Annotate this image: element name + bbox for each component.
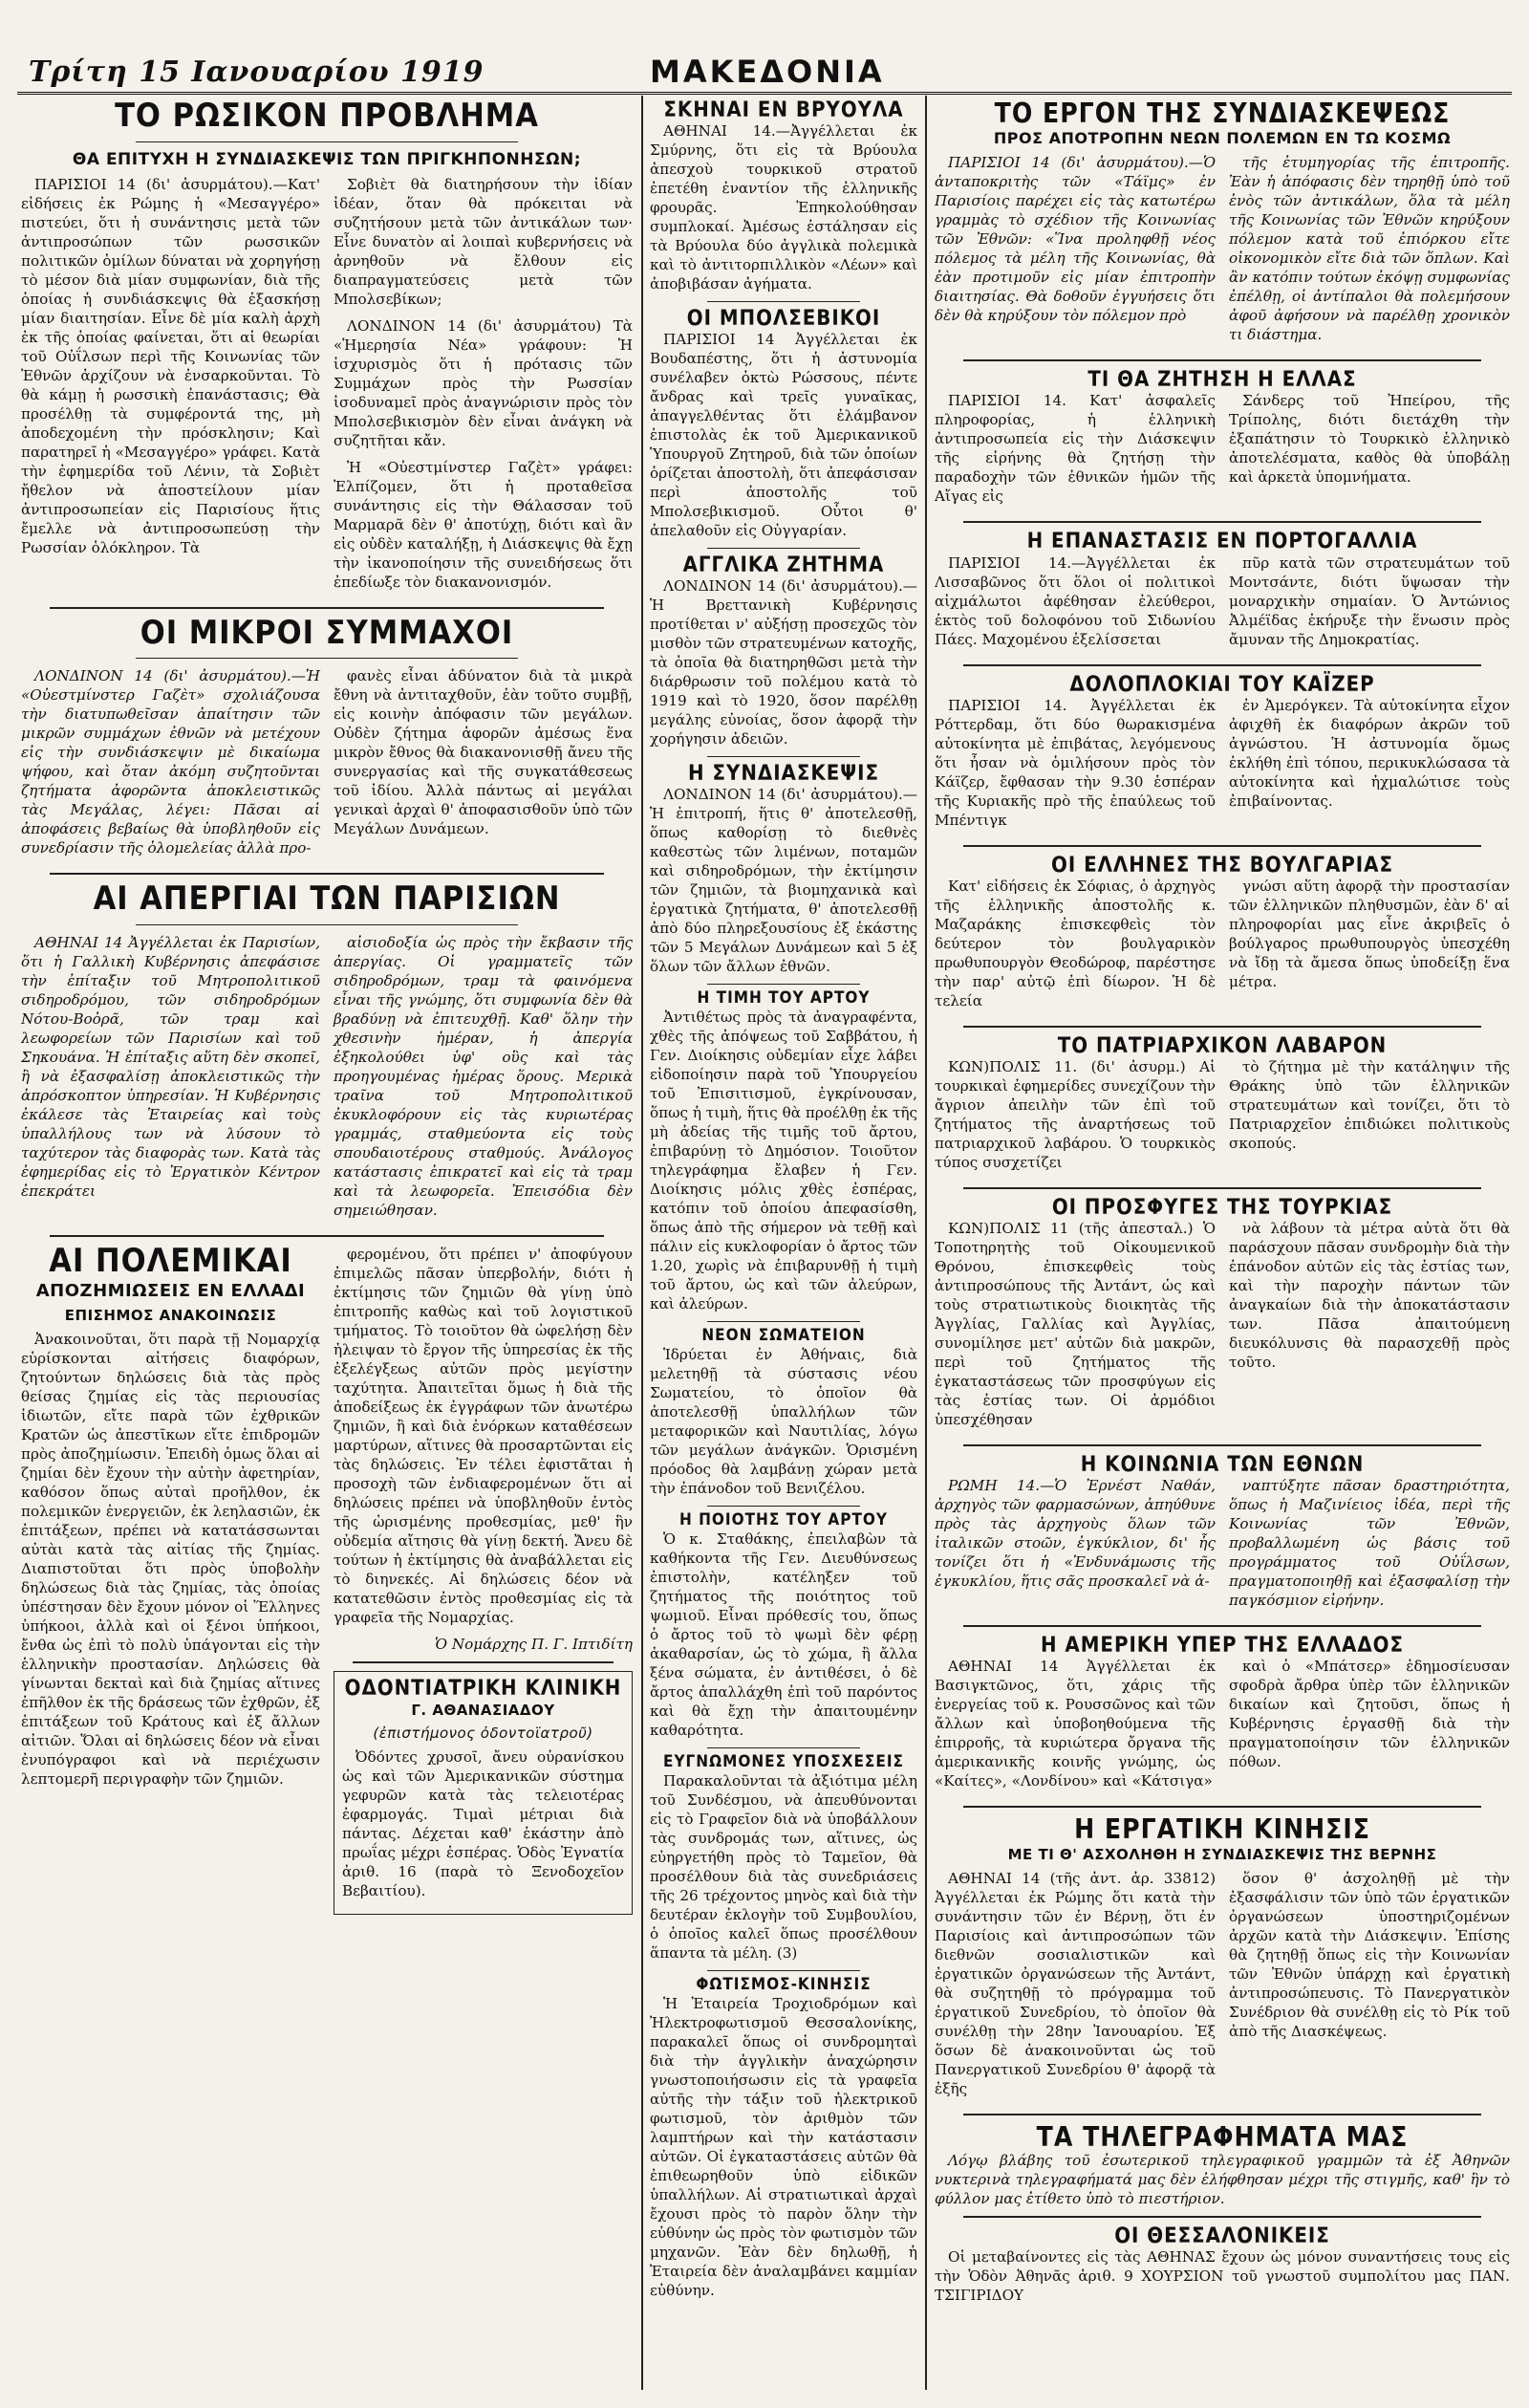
article-aggliki: [650, 554, 917, 748]
article-text: ΛΟΝΔΙΝΟΝ 14 (δι' ἀσυρμάτου).—Ἡ «Οὐεστμίνστερ Γαζὲτ» σχολιάζουσα τὴν διατυπωθεῖσαν ἀπαίτησιν τῶν μικρῶν συμμάχων ἐθνῶν νὰ μετέχουν εἰς τὴν συνδιάσκεψιν μὲ δικαίωμα ψήφου, καὶ ὄταν ἀκόμη συζητοῦνται ζητήματα ἀφορῶντα ἀποκλειστικῶς τὰς Μεγάλας, λέγει: Πᾶσαι αἱ ἀποφάσεις βεβαίως θὰ ὑποβληθοῦν εἰς συνεδρίασιν τῆς ὁλομελείας ἀλλὰ προ-: [21, 667, 320, 857]
article-syndiaskepsis: [650, 763, 917, 976]
subheadline: Γ. ΑΘΑΝΑΣΙΑΔΟΥ: [411, 1702, 555, 1720]
article-timi: [650, 990, 917, 1313]
article-text: Ἱδρύεται ἐν Ἀθήναις, διὰ μελετηθῇ τὰ σύστασις νέου Σωματείου, τὸ ὁποῖον θὰ ἀποτελεσθῇ ὑπαλλήλων τῶν μεταφορικῶν καὶ Ναυτιλίας, λόγω τῶν μεγάλων ἀνάγκῶν. Ὁρισμένη πρόοδος θὰ λαμβάνῃ χώραν μετὰ τὴν ἐπάνοδον τοῦ Βενιζέλου.: [650, 1346, 917, 1498]
article-neon: [650, 1328, 917, 1498]
headline: ΤΙ ΘΑ ΖΗΤΗΣΗ Η ΕΛΛΑΣ: [1088, 368, 1357, 393]
headline: Η ΣΥΝΔΙΑΣΚΕΨΙΣ: [688, 762, 879, 787]
article-text: ΚΩΝ)ΠΟΛΙΣ 11 (τῆς ἀπεσταλ.) Ὁ Τοποτηρητὴς τοῦ Οἰκουμενικοῦ Θρόνου, ἐπισκεφθεὶς τοὺς ἀντιπροσώπους τῆς Ἀντάντ, ὡς καὶ τοὺς στρατιωτικοὺς διοικητὰς τῆς Ἀγγλίας, Γαλλίας καὶ Ἀγγλίας, συνομίλησε μετ' αὐτῶν διὰ μακρῶν, περὶ τοῦ ζητήματος τῆς ἐγκαταστάσεως τῶν προσφύγων εἰς τὰς ἑστίας των. Οἱ ἀρμόδιοι ὑπεσχέθησαν: [935, 1219, 1216, 1428]
article-text: ΚΩΝ)ΠΟΛΙΣ 11. (δι' ἀσυρμ.) Αἱ τουρκικαὶ ἐφημερίδες συνεχίζουν τὴν ἄγριον ἀπειλὴν τῶν ἐπὶ τοῦ ζητήματος τῆς ἀναρτήσεως τοῦ πατριαρχικοῦ λαβάρου. Ὁ τουρκικὸς τύπος συσχετίζει: [935, 1057, 1216, 1171]
kicker: (ἐπιστήμονος ὀδοντοϊατροῦ): [373, 1725, 593, 1743]
headline: ΟΙ ΜΙΚΡΟΙ ΣΥΜΜΑΧΟΙ: [140, 613, 514, 652]
article-text: ΑΘΗΝΑΙ 14 Ἀγγέλλεται ἐκ Παρισίων, ὅτι ἡ Γαλλικὴ Κυβέρνησις ἀπεφάσισε τὴν ἐπίταξιν τοῦ Μητροπολιτικοῦ σιδηροδρόμου, τῶν σιδηροδρόμων Νότου-Βοὀρᾶ, τῶν τραμ καὶ λεωφορείων τῶν Παρισίων καὶ τοῦ Σηκουάνα. Ἡ ἐπίταξις αὕτη δὲν σκοπεῖ, ἢ νὰ ἐξασφαλίσῃ ἀποκλειστικῶς τὴν ἀπρόσκοπτον ὑπηρεσίαν. Ἡ Κυβέρνησις ἐκάλεσε τὰς Ἑταιρείας καὶ τοὺς ὑπαλλήλους των νὰ λύσουν τὸ ταχύτερον τὰς διαφορὰς των. Κατὰ τὰς ἐφημερίδας εἰς τὸ Ἐργατικὸν Κέντρον ἐπεκράτει: [21, 934, 320, 1201]
headline: ΑΙ ΑΠΕΡΓΙΑΙ ΤΩΝ ΠΑΡΙΣΙΩΝ: [93, 879, 561, 919]
column-rule: [925, 96, 927, 2390]
article-elladi: [935, 369, 1510, 513]
article-text: ΠΑΡΙΣΙΟΙ 14. Ἀγγέλλεται ἐκ Ρόττερδαμ, ὅτι δύο θωρακισμένα αὐτοκίνητα μὲ ἐπιβάτας, λεγόμενους ὅτι ἦσαν νὰ ὁμιλήσουν πρὸς τὸν Κάϊζερ, ἔφθασαν τὴν 9.30 ἑσπέραν τῆς Κυριακῆς πρὸ τῆς ἐπαύλεως τοῦ Μπέντιγκ: [935, 696, 1216, 829]
headline: Η ΕΡΓΑΤΙΚΗ ΚΙΝΗΣΙΣ: [1074, 1813, 1370, 1846]
article-text: Λόγῳ βλάβης τοῦ ἐσωτερικοῦ τηλεγραφικοῦ γραμμῶν τὰ ἐξ Ἀθηνῶν νυκτερινὰ τηλεγραφήματά μας δὲν ἐλήφθησαν μέχρι τῆς στιγμῆς, καθ' ἣν τὸ φύλλον μας ἐτίθετο ὑπὸ τὸ πιεστήριον.: [935, 2151, 1510, 2207]
headline: ΑΓΓΛΙΚΑ ΖΗΤΗΜΑ: [682, 553, 885, 578]
headline: Η ΑΜΕΡΙΚΗ ΥΠΕΡ ΤΗΣ ΕΛΛΑΔΟΣ: [1040, 1634, 1405, 1659]
headline: ΦΩΤΙΣΜΟΣ-ΚΙΝΗΣΙΣ: [696, 1974, 872, 1994]
article-doloploka: [935, 674, 1510, 837]
article-prosfyges: [935, 1197, 1510, 1437]
article-text: ΛΟΝΔΙΝΟΝ 14 (δι' ἀσυρμάτου).—Ἡ Βρεττανικὴ Κυβέρνησις προτίθεται ν' αὐξήσῃ προσεχῶς τὸν μισθὸν τῶν στρατευμένων κατοχῆς, τὰ ὁποῖα θὰ διατηρηθῶσι μετὰ τὴν διάρθρωσιν τοῦ πολέμου κατὰ τὸ 1919 καὶ τὸ 1920, ὅσον παρέλθῃ μεγάλης εὐνοίας, ὅσον ἀφορᾷ τὴν χορήγησιν ἀδειῶν.: [650, 577, 917, 748]
article-text: Οἱ μεταβαίνοντες εἰς τὰς ΑΘΗΝΑΣ ἔχουν ὡς μόνον συναντήσεις τους εἰς τὴν Ὁδὸν Ἀθηνᾶς ἀριθ. 9 ΧΟΥΡΣΙΟΝ τοῦ γνωστοῦ συμπολίτου μας ΠΑΝ. ΤΣΙΓΙΡΙΔΟΥ: [935, 2248, 1510, 2305]
article-text: καὶ ὁ «Μπάτσερ» ἐδημοσίευσαν σφοδρὰ ἄρθρα ὑπὲρ τῶν ἑλληνικῶν δικαίων καὶ ζητοῦσι, ὅπως ἡ Κυβέρνησις ἐργασθῇ διὰ τὴν πραγματοποίησιν τῶν ἑλληνικῶν πόθων.: [1229, 1658, 1510, 1771]
article-text: Παρακαλοῦνται τὰ ἀξιότιμα μέλη τοῦ Συνδέσμου, νὰ ἀπευθύνονται εἰς τὸ Γραφεῖον διὰ νὰ ὑποβάλλουν τὰς συνδρομάς των, αἵτινες, ὡς εὐηργετήθη πρὸς τὸ Ταμεῖον, θὰ προσέλθουν διὰ τὰς συνεδριάσεις τῆς 26 τρέχοντος μηνὸς καὶ διὰ τὴν δευτέραν ἐκλογὴν τοῦ Συμβουλίου, ὁ ὁποῖος καλεῖ ὅπως προσέλθουν ἅπαντα τὰ μέλη. (3): [650, 1771, 917, 1962]
headline: ΟΙ ΠΡΟΣΦΥΓΕΣ ΤΗΣ ΤΟΥΡΚΙΑΣ: [1051, 1195, 1393, 1220]
subheadline: ΘΑ ΕΠΙΤΥΧΗ Η ΣΥΝΔΙΑΣΚΕΨΙΣ ΤΩΝ ΠΡΙΓΚΗΠΟΝΗΣΩΝ;: [72, 149, 582, 169]
subheadline: ΠΡΟΣ ΑΠΟΤΡΟΠΗΝ ΝΕΩΝ ΠΟΛΕΜΩΝ ΕΝ ΤΩ ΚΟΣΜΩ: [993, 129, 1452, 148]
article-text: Ὁ κ. Σταθάκης, ἐπειλαβὼν τὰ καθήκοντα τῆς Γεν. Διευθύνσεως ἐπιστολὴν, κατέληξεν τοῦ ζητήματος τῆς ποιότητος τοῦ ψωμιοῦ. Εἶναι πρόθεσίς του, ὅπως ὁ ἄρτος τοῦ τὸ ψωμὶ δὲν φέρῃ ἀκαθαρσίαν, ὡς τὸ χώμα, ἢ ἄλλα ξένα σώματα, ἐν ἀντιθέσει, ὁ δὲ ἄρτος ἀπαλλάχθη ἐπὶ τοῦ παρόντος καὶ θὰ ἔχῃ τὴν ἀπαιτουμένην καθαρότητα.: [650, 1529, 917, 1739]
article-text: γνώσι αὕτη ἀφορᾷ τὴν προστασίαν τῶν ἑλληνικῶν πληθυσμῶν, ἐὰν δ' αἱ πληροφορίαι μας εἶνε ἀκριβεῖς ὁ βούλγαρος πρωθυπουργὸς ὑπεσχέθη νὰ ἴδῃ τὰ ἄμεσα ὅπως ὑποδείξῃ ἕνα μέτρα.: [1229, 877, 1510, 990]
subheadline: ΑΠΟΖΗΜΙΩΣΕΙΣ ΕΝ ΕΛΛΑΔΙ: [35, 1280, 306, 1301]
newspaper-title: ΜΑΚΕΔΟΝΙΑ: [650, 54, 885, 90]
headline: ΟΙ ΘΕΣΣΑΛΟΝΙΚΕΙΣ: [1114, 2224, 1330, 2248]
issue-date: Τρίτη 15 Ιανουαρίου 1919: [29, 55, 485, 89]
headline: ΤΟ ΕΡΓΟΝ ΤΗΣ ΣΥΝΔΙΑΣΚΕΨΕΩΣ: [994, 99, 1451, 129]
headline: ΟΙ ΕΛΛΗΝΕΣ ΤΗΣ ΒΟΥΛΓΑΡΙΑΣ: [1051, 853, 1393, 878]
article-text: ΑΘΗΝΑΙ 14.—Ἀγγέλλεται ἐκ Σμύρνης, ὅτι εἰς τὰ Βρύουλα ἀπεσχοὺ τουρκικοῦ στρατοῦ ἐπετέθη ἐναντίον τῆς ἑλληνικῆς φρουρᾶς. Ἐπηκολούθησαν συμπλοκαί. Ἀμέσως ἐστάλησαν εἰς τὰ Βρύουλα δύο ἀγγλικὰ πολεμικὰ καὶ τὸ ἀντιτορπιλλικὸν «Λέων» καὶ ἀποβιβάσαν ἀγήματα.: [650, 122, 917, 293]
headline: ΣΚΗΝΑΙ ΕΝ ΒΡΥΟΥΛΑ: [663, 99, 904, 122]
headline: ΝΕΟΝ ΣΩΜΑΤΕΙΟΝ: [701, 1326, 866, 1346]
kicker: ΕΠΙΣΗΜΟΣ ΑΝΑΚΟΙΝΩΣΙΣ: [64, 1306, 277, 1324]
article-ergatiki: [935, 1815, 1510, 2105]
article-text: ΠΑΡΙΣΙΟΙ 14 (δι' ἀσυρμάτου).—Ὁ ἀνταποκριτὴς τῶν «Τάϊμς» ἐν Παρισίοις παρέχει εἰς τὰς κατωτέρω γραμμὰς τὸ σχέδιον τῆς Κοινωνίας τῶν Ἐθνῶν: «Ἵνα προληφθῇ νέος πόλεμος τὰ μέλη τῆς Κοινωνίας, θὰ ἐὰν προτιμοῦν εἰς μίαν ἐπιτροπὴν διαιτησίας. Θὰ δοθοῦν ἐγγυήσεις ὅτι δὲν θὰ κηρύξουν τὸν πόλεμον πρὸ: [935, 154, 1216, 325]
article-text: Ἡ Ἑταιρεία Τροχιοδρόμων καὶ Ἠλεκτροφωτισμοῦ Θεσσαλονίκης, παρακαλεῖ ὅπως οἱ συνδρομηταὶ διὰ τὴν ἀγγλικὴν ἀναχώρησιν γνωστοποιήσωσιν εἰς τὰ γραφεῖα αὐτῆς τὴν τάξιν τοῦ ἠλεκτρικοῦ φωτισμοῦ, τὸν ἀριθμὸν τῶν λαμπτήρων καὶ τὴν κατάστασιν αὐτῶν. Οἱ ἐγκαταστάσεις αὐτῶν θὰ ἐπιθεωρηθοῦν ὑπὸ εἰδικῶν ὑπαλλήλων. Αἱ στρατιωτικαὶ ἀρχαὶ ἔχουσι πρὸς τὸ παρὸν ὅλην τὴν εὐθύνην ὡς πρὸς τὸν φωτισμὸν τῶν μηχανῶν. Ἐὰν δὲν δηλωθῇ, ἡ Ἑταιρεία δὲν ἀναλαμβάνει καμμίαν εὐθύνην.: [650, 1994, 917, 2299]
article-text: ΛΟΝΔΙΝΟΝ 14 (δι' ἀσυρμάτου).—Ἡ ἐπιτροπή, ἥτις θ' ἀποτελεσθῇ, ὅπως καθορίσῃ τὸ διεθνὲς καθεστὼς τῶν λιμένων, ποταμῶν καὶ σιδηροδρόμων, τὴν ἐκτίμησιν τῶν ζημιῶν, τὰ βιομηχανικὰ καὶ ἐργατικὰ ζητήματα, θ' ἀποτελεσθῇ ἀπὸ δύο πληρεξουσίους ἐξ ἑκάστης τῶν 5 Μεγάλων Δυνάμεων καὶ 5 ἐξ ὅλων τῶν ἄλλων ἐθνῶν.: [650, 786, 917, 976]
headline: ΔΟΛΟΠΛΟΚΙΑΙ ΤΟΥ ΚΑΪΖΕΡ: [1069, 672, 1375, 697]
article-ameriki: [935, 1635, 1510, 1798]
article-text: πῦρ κατὰ τῶν στρατευμάτων τοῦ Μοντσάντε, διότι ὕψωσαν τὴν μοναρχικὴν σημαίαν. Ὁ Ἀντώνιος Ἀλμέϊδας ἐκήρυξε τὴν ἕνωσιν πρὸς ἄμυναν τῆς Δημοκρατίας.: [1229, 553, 1510, 648]
article-portogallia: [935, 531, 1510, 656]
headline: ΤΑ ΤΗΛΕΓΡΑΦΗΜΑΤΑ ΜΑΣ: [1036, 2120, 1409, 2153]
article-text: Ἀντιθέτως πρὸς τὰ ἀναγραφέντα, χθὲς τῆς ἀπόψεως τοῦ Σαββάτου, ἡ Γεν. Διοίκησις οὐδεμίαν εἶχε λάβει εἰδοποίησιν παρὰ τοῦ Ὑπουργείου τοῦ Ἐπισιτισμοῦ, ἐγκρίνουσαν, ὅπως ἡ τιμὴ, ἥτις θὰ προέλθῃ ἐκ τῆς μὴ ἀδείας τῆς τιμῆς τοῦ ἄρτου, ἐπιβαρύνῃ τὸ Δημόσιον. Τοιοῦτον τηλεγράφημα ἔλαβεν ἡ Γεν. Διοίκησις μόλις χθὲς ἐσπέρας, κατόπιν τοῦ ὁποίου ἀπεφασίσθη, ὅπως ἀπὸ τῆς σήμερον νὰ τεθῇ καὶ πάλιν εἰς κυκλοφορίαν ὁ ἄρτος τῶν 1.20, χωρὶς νὰ ἐπιβαρυνθῇ ἡ τιμὴ τοῦ ἄρτου, ὡς καὶ τῶν ἀλεύρων, καὶ ἀλεύρων.: [650, 1009, 917, 1313]
article-text: ΠΑΡΙΣΙΟΙ 14. Κατ' ἀσφαλεῖς πληροφορίας, ἡ ἑλληνικὴ ἀντιπροσωπεία εἰς τὴν Διάσκεψιν τῆς εἰρήνης θὰ ζητήσῃ τὴν παραδοχὴν τῶν ἐθνικῶν ἡμῶν τῆς Αἴγας εἰς: [935, 392, 1216, 506]
signoff: Ὁ Νομάρχης Π. Γ. Ιπτιδίτη: [434, 1636, 633, 1654]
article-koinonia: [935, 1454, 1510, 1617]
article-rosikon: [21, 99, 633, 599]
headline: ΤΟ ΠΑΤΡΙΑΡΧΙΚΟΝ ΛΑΒΑΡΟΝ: [1057, 1033, 1388, 1058]
article-ergon: [935, 99, 1510, 352]
article-text: ΑΘΗΝΑΙ 14 (τῆς ἀντ. ἀρ. 33812) Ἀγγέλλεται ἐκ Ρώμης ὅτι κατὰ τὴν συνάντησιν τῶν ἐν Βέρνῃ, ὅτι ἐν Παρισίοις καὶ ἀντιπροσώπων τῶν διεθνῶν σοσιαλιστικῶν καὶ ἐργατικῶν ὀργανώσεων τῆς Ἀντάντ, θὰ συζητηθῇ τὸ πρόγραμμα τοῦ ἐργατικοῦ Συνεδρίου, τὸ ὁποῖον θὰ συνέλθῃ τὴν 28ην Ἰανουαρίου. Ἐξ ὅσων δὲ ἀνακοινοῦνται ὡς τοῦ Πανεργατικοῦ Συνεδρίου θ' ἀφορᾷ τὰ ἑξῆς: [935, 1869, 1216, 2097]
article-fotismos: [650, 1974, 917, 2300]
article-mpolsevikoi: [650, 308, 917, 540]
article-polemikai: [21, 1242, 633, 1915]
headline: Η ΕΠΑΝΑΣΤΑΣΙΣ ΕΝ ΠΟΡΤΟΓΑΛΛΙΑ: [1026, 530, 1418, 554]
headline: Η ΚΟΙΝΩΝΙΑ ΤΩΝ ΕΘΝΩΝ: [1080, 1452, 1365, 1477]
article-text: ΛΟΝΔΙΝΟΝ 14 (δι' ἀσυρμάτου) Τὰ «Ἡμερησία Νέα» γράφουν: Ἡ ἰσχυρισμὸς ὅτι ἡ πρότασις τῶν Συμμάχων πρὸς τὴν Ρωσσίαν ἰσοδυναμεῖ πρὸς ἀναγνώρισιν πρὸς τὸν Μπολσεβικισμὸν δὲν εἶναι ἀνάγκη νὰ συζητῆται κἄν.: [334, 316, 633, 449]
article-apergiai: [21, 879, 633, 1227]
article-ethnikos: [650, 1751, 917, 1963]
headline: Η ΠΟΙΟΤΗΣ ΤΟΥ ΑΡΤΟΥ: [679, 1510, 888, 1530]
article-mikroi: [21, 613, 633, 866]
article-text: τὸ ζήτημα μὲ τὴν κατάληψιν τῆς Θράκης ὑπὸ τῶν ἑλληνικῶν στρατευμάτων καὶ τονίζει, ὅτι τὸ Πατριαρχεῖον ἐπιδιώκει πολιτικοὺς σκοπούς.: [1229, 1057, 1510, 1152]
article-text: Σοβιὲτ θὰ διατηρήσουν τὴν ἰδίαν ἰδέαν, ὅταν θὰ πρόκειται νὰ συζητήσουν μετὰ τῶν ἀντικάλων των· Εἶνε δυνατὸν αἱ λοιπαὶ κυβερνήσεις νὰ ἀρνηθοῦν νὰ ἔλθουν εἰς διαπραγματεύσεις μετὰ τῶν Μπολσεβίκων;: [334, 175, 633, 308]
article-text: ΠΑΡΙΣΙΟΙ 14 (δι' ἀσυρμάτου).—Κατ' εἰδήσεις ἐκ Ρώμης ἡ «Μεσαγγέρο» πιστεύει, ὅτι ἡ συνάντησις μετὰ τῶν ἀντιπροσώπων τῶν ρωσσικῶν πολιτικῶν ὁμίλων δύναται νὰ χορηγήσῃ τὸ μέσον διὰ μίαν συμφωνίαν, διὰ τῆς ὁποίας ἡ συνδιάσκεψις θὰ ἐξασκήσῃ μίαν διαιτησίαν. Εἶνε δὲ μία καλὴ ἀρχὴ ἐκ τῆς ὁποίας φαίνεται, ὅτι αἱ θεωρίαι τοῦ Οὐΐλσων περὶ τῆς Κοινωνίας τῶν Ἐθνῶν ἀρχίζουν νὰ ἐνσαρκοῦνται. Τὸ θὰ κάμῃ ἡ ρωσσικὴ ἐπανάστασις; Θὰ προσέλθῃ τὰ συμφέροντά της, μὴ ἀποδεχομένη τὴν πρόσκλησιν; Καὶ παρατηρεῖ ἡ «Μεσαγγέρο» γράφει. Κατὰ τὴν ἐφημερίδα τοῦ Λένιν, τὰ Σοβιὲτ ἤθελον νὰ ἀποστείλουν μίαν ἀντιπροσωπείαν εἰς Παρισίους ἥτις ἔμελλε νὰ ἀντιπροσωπεύσῃ τὴν Ρωσσίαν ὁλόκληρον. Τὰ: [21, 175, 320, 556]
headline: Η ΤΙΜΗ ΤΟΥ ΑΡΤΟΥ: [697, 988, 871, 1009]
article-text: ΠΑΡΙΣΙΟΙ 14 Ἀγγέλλεται ἐκ Βουδαπέστης, ὅτι ἡ ἀστυνομία συνέλαβεν ὀκτὼ Ρώσσους, πέντε ἄνδρας καὶ τρεῖς γυναῖκας, ἀπαγγελθέντας ὅτι ἐλάμβανον ἐπιστολὰς ἐκ τοῦ Ἀμερικανικοῦ Ὑπουργοῦ Ζητηροῦ, διὰ τῶν ὁποίων ὁρίζεται ἀποστολὴ, ὅτι ἀπεφάσισαν περὶ ἀποστολῆς τοῦ Μπολσεβικισμοῦ. Οὗτοι θ' ἀπελαθοῦν εἰς Οὐγγαρίαν.: [650, 331, 917, 540]
article-tilegrafimata: [935, 2120, 1510, 2208]
article-text: φανὲς εἶναι ἀδύνατον διὰ τὰ μικρὰ ἔθνη νὰ ἀντιταχθοῦν, ἐὰν τοῦτο συμβῇ, εἰς κοινὴν ἀπόφασιν τῶν μεγάλων. Οὐδὲν ζήτημα ἀφορῶν ἀμέσως ἕνα μικρὸν ἔθνος θὰ διακανονισθῇ ἄνευ τῆς συνεργασίας καὶ τῆς συγκατάθεσεως τοῦ ἰδίου. Ἀλλὰ πάντως αἱ μεγάλαι γενικαὶ ἀρχαὶ θ' ἀποφασισθοῦν ὑπὸ τῶν Μεγάλων Δυνάμεων.: [334, 667, 633, 838]
article-text: φερομένου, ὅτι πρέπει ν' ἀποφύγουν ἐπιμελῶς πᾶσαν ὑπερβολήν, διότι ἡ ἐκτίμησις τῶν ζημιῶν θὰ γίνῃ ὑπὸ ἐπιτροπῆς καθὼς καὶ τοῦ λογιστικοῦ τμήματος. Τὸ τοιοῦτον θὰ ὠφελήσῃ δὲν ἠλειψαν τὸ ἔργον τῆς ὑπηρεσίας ἐκ τῆς ἐξελέγξεως αὐτῶν πρὸς μεγίστην ταχύτητα. Ἀπαιτεῖται ὅμως ἡ διὰ τῆς ἀποδείξεως ἐκ ἐγγράφων τῶν ἀνωτέρω ζημιῶν, ἢ καὶ διὰ ἐνόρκων καταθέσεων μαρτύρων, αἵτινες θὰ προσαρτῶνται εἰς τὰς δηλώσεις. Ἐν τέλει ἐφιστᾶται ἡ προσοχὴ τῶν ἐνδιαφερομένων ὅτι αἱ δηλώσεις πρέπει νὰ ὑποβληθοῦν ἐντὸς τῆς ὡρισμένης προθεσμίας, μεθ' ἣν οὐδεμία αἴτησις θὰ γίνῃ δεκτή. Ἄνευ δὲ τούτων ἡ ἐκτίμησις θὰ ἀναβάλλεται εἰς τὸ διηνεκές. Αἱ δηλώσεις δέον νὰ κατατεθῶσιν ἐντὸς προθεσμίας εἰς τὰ γραφεῖα τῆς Νομαρχίας.: [334, 1246, 633, 1627]
article-text: ΑΘΗΝΑΙ 14 Ἀγγέλλεται ἐκ Βασιγκτῶνος, ὅτι, χάρις τῆς ἐνεργείας τοῦ κ. Ρουσσῶνος καὶ τῶν ἄλλων καὶ ὑποβοηθούμενα τῆς ἐπιρροῆς, τὰ κυριώτερα ὄργανα τῆς ἀμερικανικῆς κοινῆς γνώμης, ὡς «Καίτες», «Λονδίνου» καὶ «Κάτσιγα»: [935, 1658, 1216, 1790]
article-text: ΠΑΡΙΣΙΟΙ 14.—Ἀγγέλλεται ἐκ Λισσαβῶνος ὅτι ὅλοι οἱ πολιτικοὶ αἰχμάλωτοι ἀφέθησαν ἐλεύθεροι, ἐκτὸς τοῦ δολοφόνου τοῦ Σιδωνίου Πάες. Μαχομένου ἐξελίσσεται: [935, 553, 1216, 648]
article-text: αἰσιοδοξία ὡς πρὸς τὴν ἔκβασιν τῆς ἀπεργίας. Οἱ γραμματεῖς τῶν σιδηροδρόμων, τραμ τὰ φαινόμενα εἶναι τῆς γνώμης, ὅτι συμφωνία δὲν θὰ βραδύνῃ νὰ ἐπιτευχθῇ. Καθ' ὅλην τὴν χθεσινὴν ἡμέραν, ἡ ἀπεργία ἐξηκολούθει ὑφ' οὓς καὶ τὰς προηγουμένας ἡμέρας ὅρους. Μερικὰ τραῖνα τοῦ Μητροπολιτικοῦ ἐκυκλοφόρουν εἰς τὰς κυριωτέρας γραμμάς, σταθμεύοντα εἰς τοὺς σπουδαιοτέρους σταθμούς. Ἀνάλογος κατάστασις ἐπικρατεῖ καὶ εἰς τὰ τραμ καὶ τὰ λεωφορεῖα. Ἐπεισόδια δὲν σημειώθησαν.: [334, 934, 633, 1220]
article-text: Σάνδερς τοῦ Ἠπείρου, τῆς Τρίπολης, διότι διετάχθη τὴν ἐξαπάτησιν τὸ Τουρκικὸ ἑλληνικὸ ἀποτελέσματα, καθὸς θὰ ὑποβάλῃ καὶ ἀρκετὰ ὑπομνήματα.: [1229, 392, 1510, 487]
article-text: ναπτύξητε πᾶσαν δραστηριότητα, ὅπως ἡ Μαζινίειος ἰδέα, περὶ τῆς Κοινωνίας τῶν Ἐθνῶν, προβαλλωμένη ὡς βάσις τοῦ προγράμματος τοῦ Οὐΐλσων, πραγματοποιηθῇ καὶ ἐξασφαλίσῃ τὴν παγκόσμιον εἰρήνην.: [1229, 1477, 1510, 1610]
headline: ΟΙ ΜΠΟΛΣΕΒΙΚΟΙ: [686, 307, 881, 332]
article-patriarchiko: [935, 1035, 1510, 1180]
article-text: Ἀνακοινοῦται, ὅτι παρὰ τῇ Νομαρχίᾳ εὑρίσκονται αἰτήσεις διαφόρων, ζητούντων δηλώσεις διὰ τὰς πρὸς θείσας ζημίας εἰς τὰς περιουσίας ἰδιωτῶν, εἴτε παρὰ τῶν ἐχθρικῶν Κρατῶν ὡς ἀπεστῖκων εἴτε ἐπιδρομῶν πρὸς ἀποζημίωσιν. Ἐπειδὴ ὁμως ὅλαι αἱ ζημίαι δὲν ἔχουν τὴν αὐτὴν ἀφετηρίαν, καθόσον ὅπως αὐταὶ προῆλθον, ἐκ πολεμικῶν ἐνεργειῶν, ἐκ λεηλασιῶν, ἐκ ἐπιτάξεων, πρέπει νὰ κατατάσσωνται αὐτὰι κατὰ τὰς αἰτίας τῆς ζημίας. Διαπιστοῦται ὅτι πρὸς ὑποβολὴν δηλώσεως διὰ τὰς ζημίας, τὰς ὁποίας ὑπέστησαν δὲν ἔχουν μόνον οἱ Ἕλληνες ὑπήκοοι, ἀλλὰ καὶ οἱ ξένοι ὑπήκοοι, ἔνθα ὡς ἐπὶ τὸ πολὺ ὑπάγονται εἰς τὴν ἑλληνικὴν προστασίαν. Δηλώσεις θὰ γίνωνται δεκταὶ καὶ διὰ ζημίας αἵτινες ἐπῆλθον ἐκ τῆς δράσεως τῶν ἐχθρῶν, ἐξ ἐπιτάξεων τοῦ Κράτους καὶ ἐξ ἄλλων αἰτιῶν. Ὅλαι αἱ δηλώσεις δέον νὰ εἶναι ἐνυπόγραφοι καὶ νὰ περιέχωσιν λεπτομερῆ περιγραφὴν τῶν ζημιῶν.: [21, 1330, 320, 1788]
advert-odontiatriki: [334, 1671, 633, 1915]
article-text: ὅσον θ' ἀσχοληθῇ μὲ τὴν ἐξασφάλισιν τῶν ὑπὸ τῶν ἐργατικῶν ὀργανώσεων ὑποστηριζομένων ἀρχῶν κατὰ τὴν Διάσκεψιν. Ἐπίσης θὰ ζητηθῇ ὅπως εἰς τὴν Κοινωνίαν τῶν Ἐθνῶν ὑπάρχῃ καὶ ἐργατικὴ ἀντιπροσώπευσις. Τὸ Πανεργατικὸν Συνέδριον θὰ συνέλθῃ εἰς τὸ Ρίκ τοῦ ἀπὸ τῆς Διασκέψεως.: [1229, 1869, 1510, 2040]
middle-column: [650, 99, 917, 2394]
right-column: [935, 99, 1510, 2394]
column-rule: [641, 96, 643, 2390]
left-column: [21, 99, 633, 2394]
article-poiotis: [650, 1512, 917, 1740]
headline: ΕΥΓΝΩΜΟΝΕΣ ΥΠΟΣΧΕΣΕΙΣ: [663, 1751, 904, 1771]
article-text: ΡΩΜΗ 14.—Ὁ Ἐρνέστ Ναθάν, ἀρχηγὸς τῶν φαρμασώνων, ἀπηύθυνε πρὸς τὰς ἀρχηγοὺς ὅλων τῶν ἰταλικῶν στοῶν, ἐγκύκλιον, δι' ἧς τονίζει ὅτι ἡ «Ἐνδυνάμωσις τῆς ἐγκυκλίου, ἥτις σᾶς προσκαλεῖ νὰ ἀ-: [935, 1477, 1216, 1591]
article-thessalonikeis: [935, 2225, 1510, 2305]
article-text: Κατ' εἰδήσεις ἐκ Σόφιας, ὁ ἀρχηγὸς τῆς ἑλληνικῆς ἀποστολῆς κ. Μαζαράκης ἐπισκεφθεὶς τὸν δεύτερον τὸν βουλγαρικὸν πρωθυπουργὸν Θεοδώροφ, παρέστησε τὴν παρ' αὐτῷ ἐπὶ δίωρον. Ἡ δὲ τελεία: [935, 877, 1216, 1009]
headline: ΑΙ ΠΟΛΕΜΙΚΑΙ: [49, 1242, 292, 1281]
article-text: νὰ λάβουν τὰ μέτρα αὐτὰ ὅτι θὰ παράσχουν πᾶσαν συνδρομὴν διὰ τὴν ἐπάνοδον αὐτῶν εἰς τὰς ἑστίας των, καὶ τὴν παροχὴν πάντων τῶν ἀναγκαίων διὰ τὴν ἀποκατάστασιν των. Πᾶσα ἀπαιτούμενη διευκόλυνσις θὰ παρασχεθῇ πρὸς τοῦτο.: [1229, 1219, 1510, 1371]
headline: ΟΔΟΝΤΙΑΤΡΙΚΗ ΚΛΙΝΙΚΗ: [344, 1677, 622, 1702]
headline: ΤΟ ΡΩΣΙΚΟΝ ΠΡΟΒΛΗΜΑ: [115, 99, 539, 135]
article-text: Ἡ «Οὐεστμίνστερ Γαζὲτ» γράφει: Ἐλπίζομεν, ὅτι ἡ προταθεῖσα συνάντησις εἰς τὴν Θάλασσαν τοῦ Μαρμαρᾶ δὲν θ' ἀποτύχῃ, διότι καὶ ἂν εἰς οὐδὲν καταλήξῃ, ἡ Διάσκεψις θὰ ἔχῃ τὴν ἱκανοποίησιν τῆς συνειδήσεως ὅτι ἐπεδίωξε τὸν διακανονισμόν.: [334, 458, 633, 591]
subheadline: ΜΕ ΤΙ Θ' ΑΣΧΟΛΗΘΗ Η ΣΥΝΔΙΑΣΚΕΨΙΣ ΤΗΣ ΒΕΡΝΗΣ: [1007, 1845, 1437, 1863]
article-text: τῆς ἐτυμηγορίας τῆς ἐπιτροπῆς. Ἐὰν ἡ ἀπόφασις δὲν τηρηθῇ ὑπὸ τοῦ ἑνὸς τῶν ἀντικάλων, ὅλα τὰ μέλη τῆς Κοινωνίας τῶν Ἐθνῶν κηρύξουν πόλεμον κατὰ τοῦ ἐπιόρκου εἴτε οἰκονομικὸν εἴτε διὰ τῶν ὅπλων. Καὶ ἂν κατόπιν τούτων ἐκόψῃ συμφωνίας ἐπέλθῃ, οἱ ἀντίπαλοι θὰ πολεμήσουν ἀφοῦ ἀφήσουν νὰ παρέλθῃ χρονικὸν τι διάστημα.: [1229, 154, 1510, 344]
article-skinai: [650, 99, 917, 293]
article-text: Ὀδόντες χρυσοῖ, ἄνευ οὐρανίσκου ὡς καὶ τῶν Ἀμερικανικῶν σύστημα γεφυρῶν κατὰ τὰς τελειοτέρας ἐφαρμογάς. Τιμαὶ μέτριαι διὰ πάντας. Δέχεται καθ' ἑκάστην ἀπὸ πρωΐας μέχρι ἑσπέρας. Ὁδὸς Ἐγνατία ἀριθ. 16 (παρὰ τὸ Ξενοδοχεῖον Βεβαιτίου).: [342, 1748, 624, 1900]
article-voulgaria: [935, 855, 1510, 1018]
masthead: [17, 50, 1512, 95]
article-text: ἐν Ἀμερόγκεν. Τὰ αὐτοκίνητα εἶχον ἀφιχθῆ ἐκ διαφόρων ἀκρῶν τοῦ ἀγνώστου. Ἡ ἀστυνομία ὅμως ἐκλήθη ἐπὶ τόπου, περικυκλώσασα τὰ αὐτοκίνητα καὶ ἠχμαλώτισε τοὺς ἐπιβαίνοντας.: [1229, 696, 1510, 810]
